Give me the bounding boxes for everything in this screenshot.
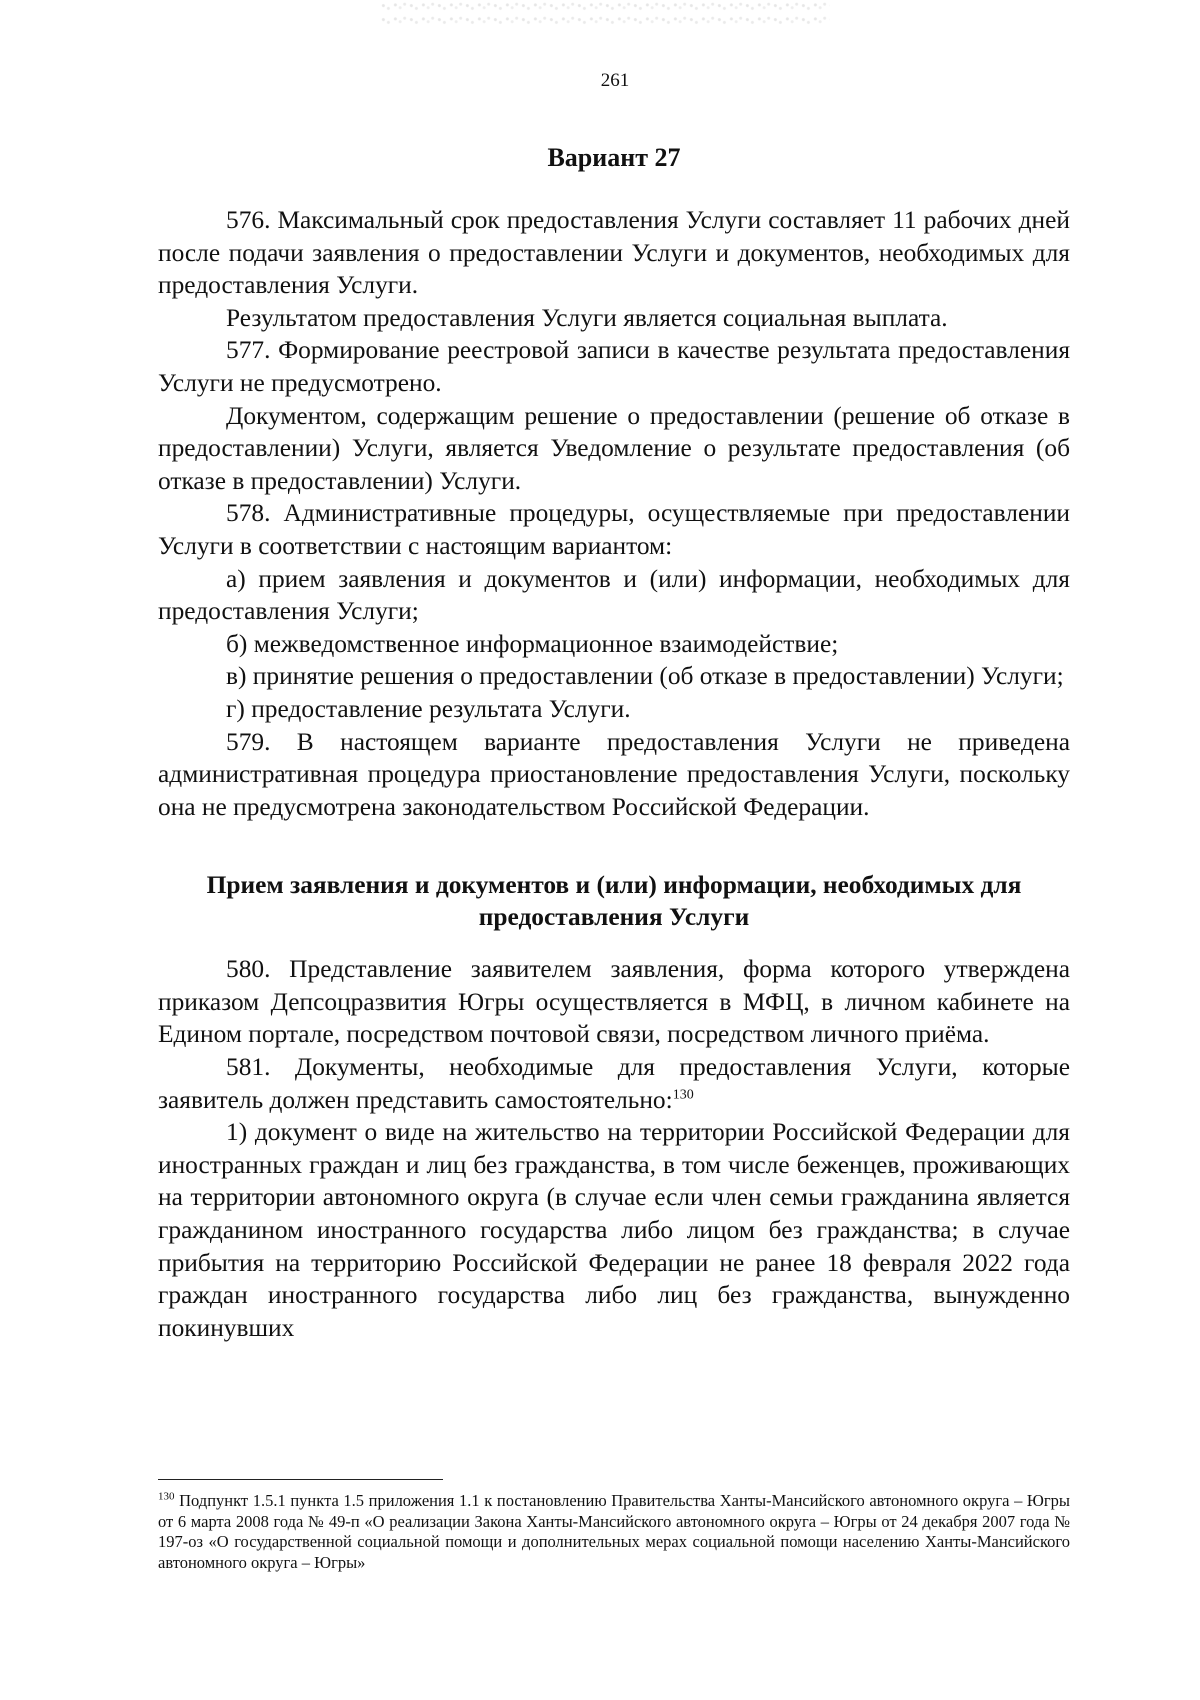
paragraph-581 bbox=[158, 1051, 1070, 1116]
list-item-578-a: а) прием заявления и документов и (или) информации, необходимых для предоставления Услуги; bbox=[158, 564, 1070, 626]
paragraph-580: 580. Представление заявителем заявления, форма которого утверждена приказом Депсоцразвития Югры осуществляется в МФЦ, в личном кабинете на Едином портале, посредством почтовой связи, посредством личного приёма. bbox=[158, 955, 1070, 1049]
document-body bbox=[158, 142, 1070, 1344]
section-heading: Прием заявления и документов и (или) информации, необходимых для предоставления Услуги bbox=[206, 871, 1022, 932]
footnote-divider bbox=[158, 1479, 443, 1480]
list-item-578-c: в) принятие решения о предоставлении (об отказе в предоставлении) Услуги; bbox=[226, 662, 1064, 691]
footnote bbox=[158, 1491, 1070, 1573]
paragraph-581-text: 581. Документы, необходимые для предоставления Услуги, которые заявитель должен представить самостоятельно: bbox=[158, 1053, 1070, 1114]
page-number: 261 bbox=[600, 70, 630, 91]
paragraph-578: 578. Административные процедуры, осуществляемые при предоставлении Услуги в соответствии с настоящим вариантом: bbox=[158, 499, 1070, 560]
footnote-text: Подпункт 1.5.1 пункта 1.5 приложения 1.1 к постановлению Правительства Ханты-Мансийского автономного округа – Югры от 6 марта 2008 года № 49-п «О реализации Закона Ханты-Мансийского автономного округа – Югры от 24 декабря 2007 года № 197-оз «О государственной социальной помощи и дополнительных мерах социальной помощи населению Ханты-Мансийского автономного округа – Югры» bbox=[158, 1491, 1070, 1572]
list-item-578-d: г) предоставление результата Услуги. bbox=[226, 694, 631, 723]
paragraph-577: 577. Формирование реестровой записи в качестве результата предоставления Услуги не предусмотрено. bbox=[158, 336, 1070, 397]
paragraph-576-result: Результатом предоставления Услуги является социальная выплата. bbox=[226, 303, 948, 332]
scan-artifact bbox=[380, 0, 830, 28]
footnote-number: 130 bbox=[158, 1490, 175, 1503]
paragraph-577-document: Документом, содержащим решение о предоставлении (решение об отказе в предоставлении) Услуги, является Уведомление о результате предоставления (об отказе в предоставлении) Услуги. bbox=[158, 401, 1070, 495]
paragraph-579: 579. В настоящем варианте предоставления Услуги не приведена административная процедура приостановление предоставления Услуги, поскольку она не предусмотрена законодательством Российской Федерации. bbox=[158, 727, 1070, 821]
footnote-reference: 130 bbox=[672, 1087, 694, 1103]
list-item-578-b: б) межведомственное информационное взаимодействие; bbox=[226, 629, 839, 658]
paragraph-576: 576. Максимальный срок предоставления Услуги составляет 11 рабочих дней после подачи заявления о предоставлении Услуги и документов, необходимых для предоставления Услуги. bbox=[158, 206, 1070, 300]
list-item-581-1: 1) документ о виде на жительство на территории Российской Федерации для иностранных граждан и лиц без гражданства, в том числе беженцев, проживающих на территории автономного округа (в случае если член семьи гражданина является гражданином иностранного государства либо лицом без гражданства; в случае прибытия на территорию Российской Федерации не ранее 18 февраля 2022 года граждан иностранного государства либо лиц без гражданства, вынужденно покинувших bbox=[158, 1118, 1070, 1342]
variant-title: Вариант 27 bbox=[547, 143, 681, 172]
